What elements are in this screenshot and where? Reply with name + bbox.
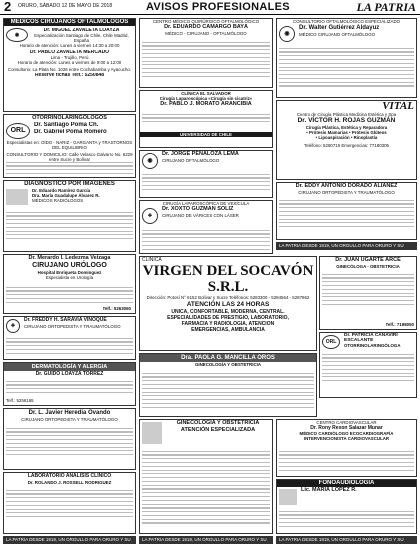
photo [142,422,162,444]
ad-heredia [3,408,136,470]
ad-cardiovascular [276,419,417,477]
doctor-name: Dr. L. Javier Heredia Ovando [28,410,111,416]
service-line: EMERGENCIAS, AMBULANCIA [191,327,265,333]
ad-title: GINECOLOGÍA Y OBSTETRICIA ATENCIÓN ESPECIALIZADA [176,420,260,433]
footer-banner: LA PATRIA DESDE 1919, UN ORGULLO PARA ORURO Y SU GENTE [276,536,417,544]
orl-logo: ORL [6,123,30,139]
doctor-name: Dra. PAOLA G. MANCILLA OROS [140,354,316,362]
doctor-name: Dr. PATRICIA CANAVIRI ESCALANTE [344,333,398,343]
ad-traumatologo [3,316,136,360]
doctor-name: Dr. XOXTO GUZMÁN SOLIZ [162,206,234,212]
doctor-name: Dr. Rony Rexon Salazar Munar [310,425,383,431]
specialty: MÉDICO CARDIÓLOGO ECOCARDIOGRAFÍA INTERVENCIONISTA CARDIOVASCULAR [299,431,394,441]
doctor-name: Dr. PABLO ZAVALETA MERCADO [29,50,110,55]
address: Dirección: Potosí N° 6152 Bolívar y Sucre Teléfonos: 5283300 - 5284564 - 5287862 [146,295,310,300]
doctor-name: Dr. PABLO J. MORATO ARANCIBIA [160,101,252,107]
doctor-name: Dr. Walter Gutiérrez Aldayuz [299,25,380,31]
doctor-name: Dr. Eduardo Ramírez García [32,188,91,193]
ad-ginecologia [139,419,273,534]
ad-oftalmologos [3,18,136,112]
center-name: CONSULTORIO OFTALMOLÓGICO ESPECIALIZADO [292,19,401,24]
specialty: Especialistas en: OÍDO - NARIZ - GARGANTA y TRASTORNOS DEL EQUILIBRIO [6,140,133,150]
page-date: ORURO, SÁBADO 12 DE MAYO DE 2018 [18,3,113,9]
hospital: Hospital Enriqueta Dominguez [37,270,102,275]
newspaper-name: LA PATRIA [356,0,416,14]
ad-dorado [276,182,417,240]
hours: Horario de atención: Lunes a viernes 14:30 a 20:00 [19,43,120,48]
specialty: CIRUJANO ORTOPEDISTA Y TRAUMATÓLOGO [24,324,121,329]
ad-ugarte [319,256,417,330]
university: UNIVERSIDAD DE CHILE [140,132,272,137]
ad-camargo [139,18,273,88]
medical-logo: ✚ [142,208,158,224]
ad-fonoaudiologia [276,479,417,534]
specialty: Especialista en Urología [45,275,94,280]
specialty: GINECOLOGÍA Y OBSTETRICIA [194,362,262,367]
doctor-name: Dr. VÍCTOR H. ROJAS GUZMÁN [297,117,396,124]
doctor-name: Dr. FREDDY H. SARAVIA VINOQUE [24,317,107,323]
doctor-spec: Lima - Trujillo, Perú [50,55,89,60]
ad-title: FONOAUDIOLOGÍA [277,480,416,487]
attention-hours: ATENCIÓN LAS 24 HORAS [186,301,270,308]
specialty: MÉDICO CIRUJANO OFTALMÓLOGO [299,32,376,37]
specialty: MÉDICOS RADIÓLOGOS [32,198,84,203]
ad-laboratorio [3,472,136,534]
ad-title: DERMATOLOGÍA Y ALERGIA [4,363,135,371]
doctor-name: Dr. MIGUEL ZAVALETA LOAYZA [43,28,120,33]
ad-morato [139,90,273,148]
doctor-name: Dr. Gabriel Poma Romero [34,129,107,135]
section-title: AVISOS PROFESIONALES [146,1,290,13]
eye-icon: ◉ [142,153,158,169]
page-number: 2 [4,0,12,14]
address: CONSULTORIO Y DOMICILIO: Calle Velasco Galvarro No. 6229 entre Sucre y Bolívar [6,152,133,162]
phone: Telf.: 5263060 [102,306,131,311]
clinic-logo [6,189,28,205]
phone: Telf.: 7198050 [385,322,414,327]
center-name: CIRUGÍA LAPAROSCÓPICA DE VESÍCULA [162,201,250,206]
service-line: ESPECIALIDADES DE PRESTIGIO, LABORATORIO, [167,315,289,321]
doctor-name: Dr. EDUARDO CAMARGO BAYÁ [164,24,248,30]
page-header [0,0,420,15]
ad-title: OTORRINOLARINGOLOGOS [32,115,107,121]
medical-logo: ✚ [6,319,20,333]
footer-banner: LA PATRIA DESDE 1919, UN ORGULLO PARA ORURO Y SU GENTE [276,242,417,250]
specialty: CIRUJANO OFTALMÓLOGO [162,158,220,163]
ad-dermatologia [3,362,136,406]
orl-logo: ORL [322,335,340,349]
ad-mancilla [139,353,317,417]
specialty: CIRUJANO DE VÁRICES CON LÁSER [162,213,239,218]
service-item: Cirugía Plástica, Estética y Reparadora [305,125,388,130]
brand-logo: VITAL [382,101,414,112]
phone: Teléfono: 5280715 Emergencias: 77180305 [304,143,389,148]
eye-icon: ◉ [6,28,28,42]
ad-title: MÉDICOS CIRUJANOS OFTALMÓLOGOS [4,19,135,26]
ad-canaviri [319,332,417,398]
eye-icon: ◉ [279,26,295,42]
center-name: Centro de Cirugía Plástica Medicina Estética y Spa [296,112,397,117]
service-line: FARMACIA Y RADIOLOGÍA, ATENCIÓN [181,321,275,327]
doctor-name: Dr. ROLANDO J. ROSSELL RODRIGUEZ [27,480,112,485]
doctor-name: Dr. JORGE PEÑALOZA LEMA [162,151,239,157]
center-name: CENTRO CARDIOVASCULAR [316,420,377,425]
clinic-name: VIRGEN DEL SOCAVÓN S.R.L. [142,263,314,295]
doctor-name: Dr. JUAN UGARTE ARCE [335,257,401,263]
footer-banner: LA PATRIA DESDE 1919, UN ORGULLO PARA ORURO Y SU GENTE [3,536,136,544]
footer-banner: LA PATRIA DESDE 1919, UN ORGULLO PARA ORURO Y SU GENTE [139,536,273,544]
specialty: OTORRINOLARINGÓLOGA [344,343,401,348]
ad-urologo [3,254,136,314]
doctor-name: Dr. Merardo I. Ledezma Veizaga [28,255,111,261]
ad-orl [3,114,136,178]
doctor-name: Dra. María Guadalupe Álvarez R. [32,193,100,198]
clinic-name: CLÍNICA EL SALVADOR [181,91,231,96]
ad-guzman [139,200,273,254]
ad-gutierrez [276,18,417,98]
clinic-label: CLÍNICA [142,257,162,263]
specialty: MÉDICO - CIRUJANO - OFTALMÓLOGO [165,31,247,36]
specialty: CIRUJANO ORTOPEDISTA Y TRAUMATÓLOGO [21,417,118,422]
doctor-name: Dr. Santiago Poma Ch. [34,122,99,128]
hours: Horario de atención: Lunes a viernes de 9:00 a 12:00 [17,60,122,65]
ad-socavon [139,256,317,351]
specialty: GINECÓLOGA - OBSTETRICIA [336,264,400,269]
ad-vital [276,100,417,180]
doctor-spec: Especialización Santiago de Chile, Chile Madrid, España [34,33,129,43]
address: Consultorio: La Plata No. 1026 entre Cochabamba y Ayacucho. [7,67,132,72]
photo [279,489,297,505]
doctor-name: Dr. GUIDO LOAYZA TORREZ [35,371,104,377]
service-item: • Prótesis Mamarias • Prótesis Glúteos [306,130,387,135]
ad-title: CIRUJANO URÓLOGO [32,262,107,269]
doctor-name: Lic. MARIA LÓPEZ R. [301,487,357,493]
service-item: • Lipoaspiración • Rinoplastía [315,135,378,140]
center-name: CENTRO MÉDICO QUIRÚRGICO OFTALMOLÓGICO [152,19,260,24]
ad-diagnostico [3,180,136,252]
specialty: CIRUJANO ORTOPEDISTA Y TRAUMATÓLOGO [298,190,395,195]
ad-title: DIAGNÓSTICO POR IMÁGENES [24,181,115,187]
phone: Reserve fichas Telf.: 5250848 [34,73,105,78]
phone: Telf.: 5256165 [6,398,34,403]
specialty: Cirugía Laparoscópica «Cirugía sin cicatriz» [159,96,253,101]
ad-title: LABORATORIO ANÁLISIS CLÍNICO [27,473,112,479]
service-line: ÚNICA, CONFORTABLE, MODERNA, CENTRAL. [171,309,285,315]
ad-penaloza [139,150,273,198]
doctor-name: Dr. EDDY ANTONIO DORADO ALIANEZ [295,183,398,189]
